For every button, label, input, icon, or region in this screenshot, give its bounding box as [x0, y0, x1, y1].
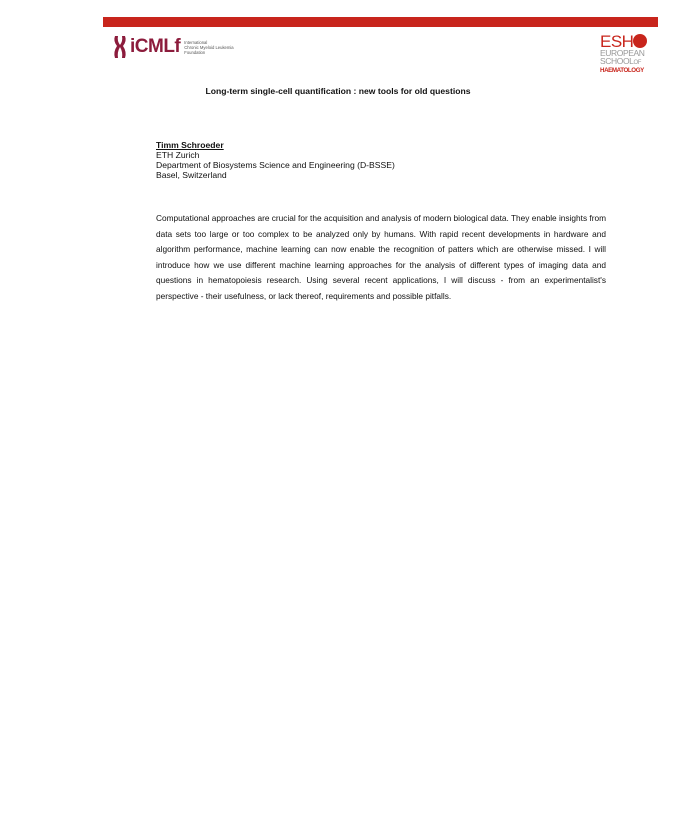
esh-school-text: SCHOOL — [600, 56, 634, 66]
icmlf-wordmark: iCMLf — [130, 36, 181, 57]
author-block — [156, 140, 395, 180]
esh-logo — [600, 33, 650, 75]
author-department: Department of Biosystems Science and Engineering (D-BSSE) — [156, 160, 395, 170]
icmlf-logo — [112, 35, 234, 59]
author-location: Basel, Switzerland — [156, 170, 227, 180]
esh-abbreviation: ESH — [600, 32, 634, 51]
esh-dot-icon — [633, 34, 647, 48]
author-name: Timm Schroeder — [156, 140, 224, 150]
icmlf-tagline — [184, 40, 233, 55]
abstract-text: Computational approaches are crucial for the acquisition and analysis of modern biological data. They enable insights from data sets too large or too complex to be analyzed only by humans. With rapid recent developments in hardware and algorithm performance, machine learning can now enable the recognition of patters which are otherwise missed. I will introduce how we use different machine learning approaches for the analysis of different types of imaging data and questions in hematopoiesis research. Using several recent applications, I will discuss - from an experimentalist's perspective - their usefulness, or lack thereof, requirements and possible pitfalls. — [156, 213, 606, 301]
header-bar — [103, 17, 658, 27]
document-title: Long-term single-cell quantification : new tools for old questions — [205, 86, 471, 96]
icmlf-tagline-line: Foundation — [184, 49, 206, 55]
chromosome-icon — [112, 35, 128, 59]
esh-of-text: OF — [633, 60, 642, 66]
esh-line-european: EUROPEAN — [600, 48, 645, 58]
esh-line-haematology: HAEMATOLOGY — [600, 67, 644, 74]
author-institution: ETH Zurich — [156, 150, 200, 160]
icmlf-tagline-line: Chronic Myeloid Leukemia — [184, 44, 234, 50]
icmlf-tagline-line: International — [184, 39, 208, 45]
